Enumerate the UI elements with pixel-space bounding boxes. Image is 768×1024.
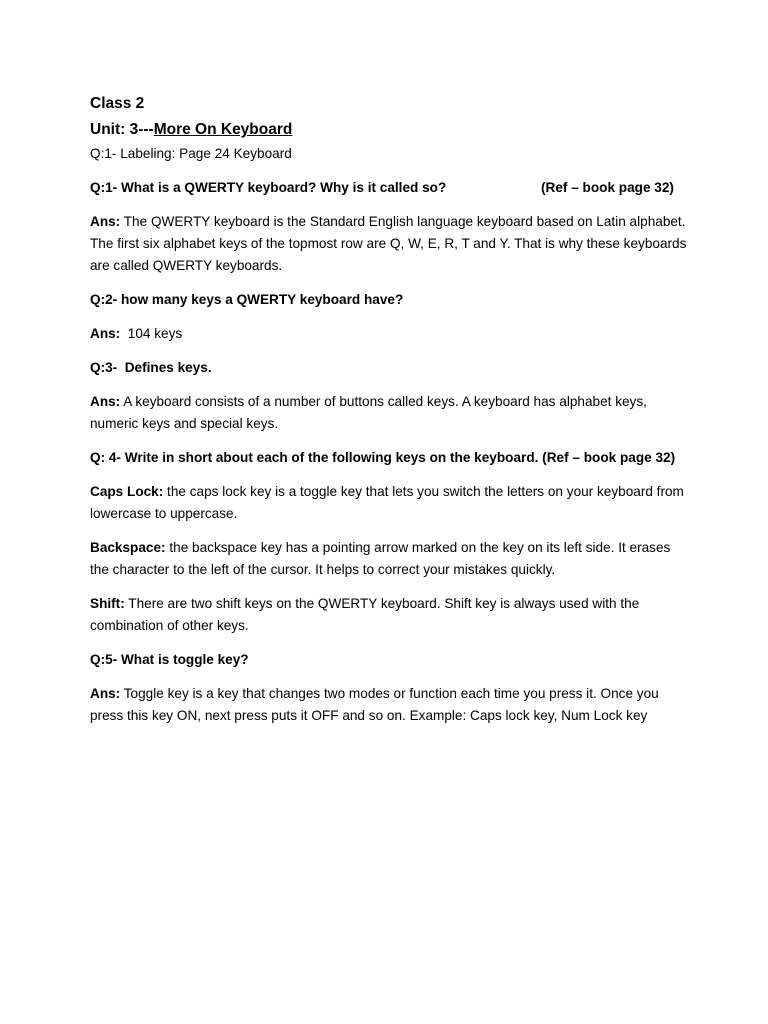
answer-3 — [90, 391, 690, 435]
question-1-text: Q:1- What is a QWERTY keyboard? Why is it called so? — [90, 180, 447, 195]
question-1-reference: (Ref – book page 32) — [541, 180, 674, 195]
answer-3-text: A keyboard consists of a number of buttons called keys. A keyboard has alphabet keys, numeric keys and special keys. — [90, 394, 647, 431]
answer-5 — [90, 683, 690, 727]
answer-5-text: Toggle key is a key that changes two modes or function each time you press it. Once you press this key ON, next press puts it OFF and so on. Example: Caps lock key, Num Lock key — [90, 686, 659, 723]
document-page — [90, 94, 690, 727]
question-2: Q:2- how many keys a QWERTY keyboard have? — [90, 292, 404, 307]
shift-text: There are two shift keys on the QWERTY keyboard. Shift key is always used with the combination of other keys. — [90, 596, 640, 633]
backspace-text: the backspace key has a pointing arrow marked on the key on its left side. It erases the character to the left of the cursor. It helps to correct your mistakes quickly. — [90, 540, 671, 577]
answer-1 — [90, 211, 690, 277]
class-heading: Class 2 — [90, 95, 145, 112]
shift-label: Shift: — [90, 596, 125, 611]
answer-5-label: Ans: — [90, 686, 121, 701]
shift-paragraph — [90, 593, 690, 637]
question-4: Q: 4- Write in short about each of the following keys on the keyboard. (Ref – book page 32) — [90, 450, 676, 465]
caps-lock-text: the caps lock key is a toggle key that lets you switch the letters on your keyboard from lowercase to uppercase. — [90, 484, 684, 521]
answer-1-label: Ans: — [90, 214, 121, 229]
answer-2 — [90, 323, 690, 345]
answer-2-label: Ans: — [90, 326, 121, 341]
labeling-line: Q:1- Labeling: Page 24 Keyboard — [90, 146, 292, 161]
caps-lock-paragraph — [90, 481, 690, 525]
unit-topic: More On Keyboard — [153, 121, 293, 138]
answer-3-label: Ans: — [90, 394, 121, 409]
question-3: Q:3- Defines keys. — [90, 360, 212, 375]
question-1 — [90, 177, 690, 199]
question-5: Q:5- What is toggle key? — [90, 652, 249, 667]
answer-1-text: The QWERTY keyboard is the Standard English language keyboard based on Latin alphabet. The first six alphabet keys of the topmost row are Q, W, E, R, T and Y. That is why these keyboards are called QWERTY keyboards. — [90, 214, 687, 273]
unit-heading — [90, 120, 690, 140]
backspace-label: Backspace: — [90, 540, 166, 555]
answer-2-text: 104 keys — [120, 326, 183, 341]
caps-lock-label: Caps Lock: — [90, 484, 164, 499]
unit-prefix: Unit: 3--- — [90, 121, 154, 138]
backspace-paragraph — [90, 537, 690, 581]
